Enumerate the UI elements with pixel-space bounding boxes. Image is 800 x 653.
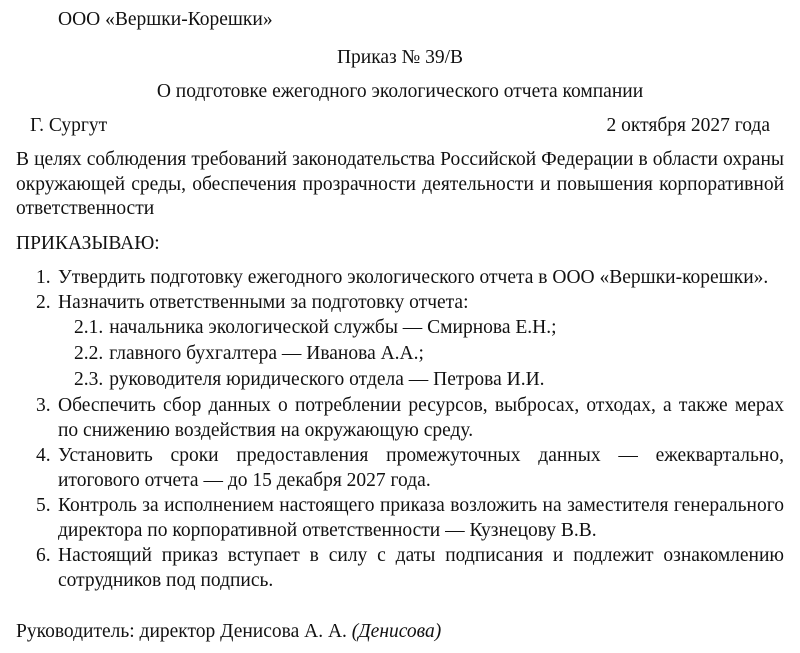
item-text: Настоящий приказ вступает в силу с даты подписания и подлежит ознакомлению сотрудников под подпись. [58,545,784,591]
list-item [36,543,784,593]
preamble-paragraph: В целях соблюдения требований законодательства Российской Федерации в области охраны окружающей среды, обеспечения прозрачности деятельности и повышения корпоративной ответственности [16,149,784,219]
item-text: Установить сроки предоставления промежуточных данных — ежеквартально, итогового отчета — до 15 декабря 2027 года. [58,445,784,491]
list-item [36,265,784,290]
item-number: 3. [36,395,51,416]
item-text: Обеспечить сбор данных о потреблении ресурсов, выбросах, отходах, а также мерах по снижению воздействия на окружающую среду. [58,395,784,441]
item-text: Утвердить подготовку ежегодного экологического отчета в ООО «Вершки-корешки». [58,267,769,288]
item-text: Назначить ответственными за подготовку отчета: [58,292,469,313]
order-items-list [36,265,784,593]
signature-line [16,620,441,644]
subitem-number: 2.1. [74,317,104,338]
orders-label: ПРИКАЗЫВАЮ: [16,233,160,254]
item-number: 5. [36,495,51,516]
sub-list-item [36,367,784,393]
city: Г. Сургут [30,115,108,136]
item-text: Контроль за исполнением настоящего приказа возложить на заместителя генерального директора по корпоративной ответственности — Кузнецову В.В. [58,495,784,541]
subitem-text: начальника экологической службы — Смирнова Е.Н.; [109,317,557,338]
list-item [36,393,784,443]
list-item [36,443,784,493]
subitem-number: 2.3. [74,369,104,390]
list-item [36,493,784,543]
signature-label: Руководитель: директор Денисова А. А. [16,621,347,642]
organization-name: ООО «Вершки-Корешки» [58,9,273,30]
item-number: 1. [36,267,51,288]
subitem-text: руководителя юридического отдела — Петрова И.И. [109,369,545,390]
list-item [36,290,784,315]
order-subject: О подготовке ежегодного экологического отчета компании [156,81,644,102]
sub-list-item [36,315,784,341]
signature-name: (Денисова) [351,621,442,642]
subitem-text: главного бухгалтера — Иванова А.А.; [109,343,424,364]
item-number: 4. [36,445,51,466]
order-number: Приказ № 39/В [336,47,464,68]
order-date: 2 октября 2027 года [606,115,770,136]
subitem-number: 2.2. [74,343,104,364]
item-number: 6. [36,545,51,566]
item-number: 2. [36,292,51,313]
sub-list-item [36,341,784,367]
